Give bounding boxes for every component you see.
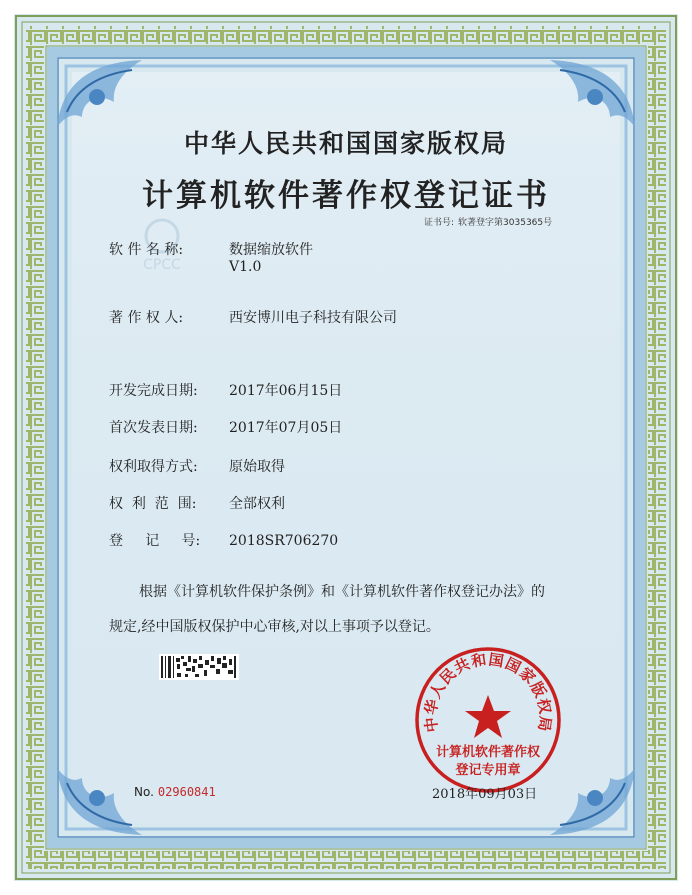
statement-line-2: 规定,经中国版权保护中心审核,对以上事项予以登记。 — [109, 619, 440, 635]
registration-number-value: 2018SR706270 — [229, 533, 339, 549]
rights-method-value: 原始取得 — [229, 459, 285, 475]
owner-label: 著 作 权 人: — [109, 310, 184, 326]
watermark-text: CPCC — [143, 257, 181, 273]
issuing-authority-title: 中华人民共和国国家版权局 — [183, 129, 508, 158]
corner-ornament-top-left — [52, 52, 172, 132]
certificate-number — [424, 215, 556, 228]
certificate-number-label: 证书号: — [424, 218, 455, 228]
corner-ornament-bottom-left — [52, 763, 172, 843]
software-name-value: 数据缩放软件 — [229, 242, 313, 258]
development-date-row — [109, 380, 342, 400]
certificate — [14, 14, 678, 881]
barcode — [159, 654, 239, 680]
software-name-row — [109, 239, 313, 275]
owner-row — [109, 307, 397, 327]
registration-number-label: 登 记 号: — [109, 533, 201, 549]
publication-date-label: 首次发表日期: — [109, 420, 198, 436]
statement-line-1: 根据《计算机软件保护条例》和《计算机软件著作权登记办法》的 — [139, 584, 545, 600]
rights-method-row — [109, 456, 285, 476]
rights-scope-label: 权 利 范 围: — [109, 496, 197, 512]
serial-number-label: No. — [134, 785, 154, 799]
publication-date-row — [109, 417, 342, 437]
development-date-label: 开发完成日期: — [109, 383, 198, 399]
registration-statement — [109, 575, 629, 645]
seal-ring-text: 中华人民共和国国家版权局 — [421, 650, 555, 734]
seal-inner-line-1: 计算机软件著作权 — [435, 745, 540, 760]
development-date-value: 2017年06月15日 — [229, 383, 343, 399]
certificate-title: 计算机软件著作权登记证书 — [142, 178, 550, 214]
serial-number-value: 02960841 — [157, 785, 216, 799]
rights-method-label: 权利取得方式: — [109, 459, 198, 475]
issue-date: 2018年09月03日 — [432, 787, 538, 802]
registration-number-row — [109, 530, 338, 550]
seal-star-icon — [465, 695, 511, 738]
rights-scope-value: 全部权利 — [229, 496, 285, 512]
seal-inner-line-2: 登记专用章 — [455, 763, 521, 778]
software-version: V1.0 — [229, 259, 262, 275]
owner-value: 西安博川电子科技有限公司 — [229, 310, 397, 326]
certificate-number-value: 软著登字第3035365号 — [458, 218, 553, 228]
publication-date-value: 2017年07月05日 — [229, 420, 343, 436]
software-name-label: 软 件 名 称: — [109, 242, 184, 258]
corner-ornament-top-right — [520, 52, 640, 132]
rights-scope-row — [109, 493, 285, 513]
serial-number-row — [134, 785, 216, 799]
